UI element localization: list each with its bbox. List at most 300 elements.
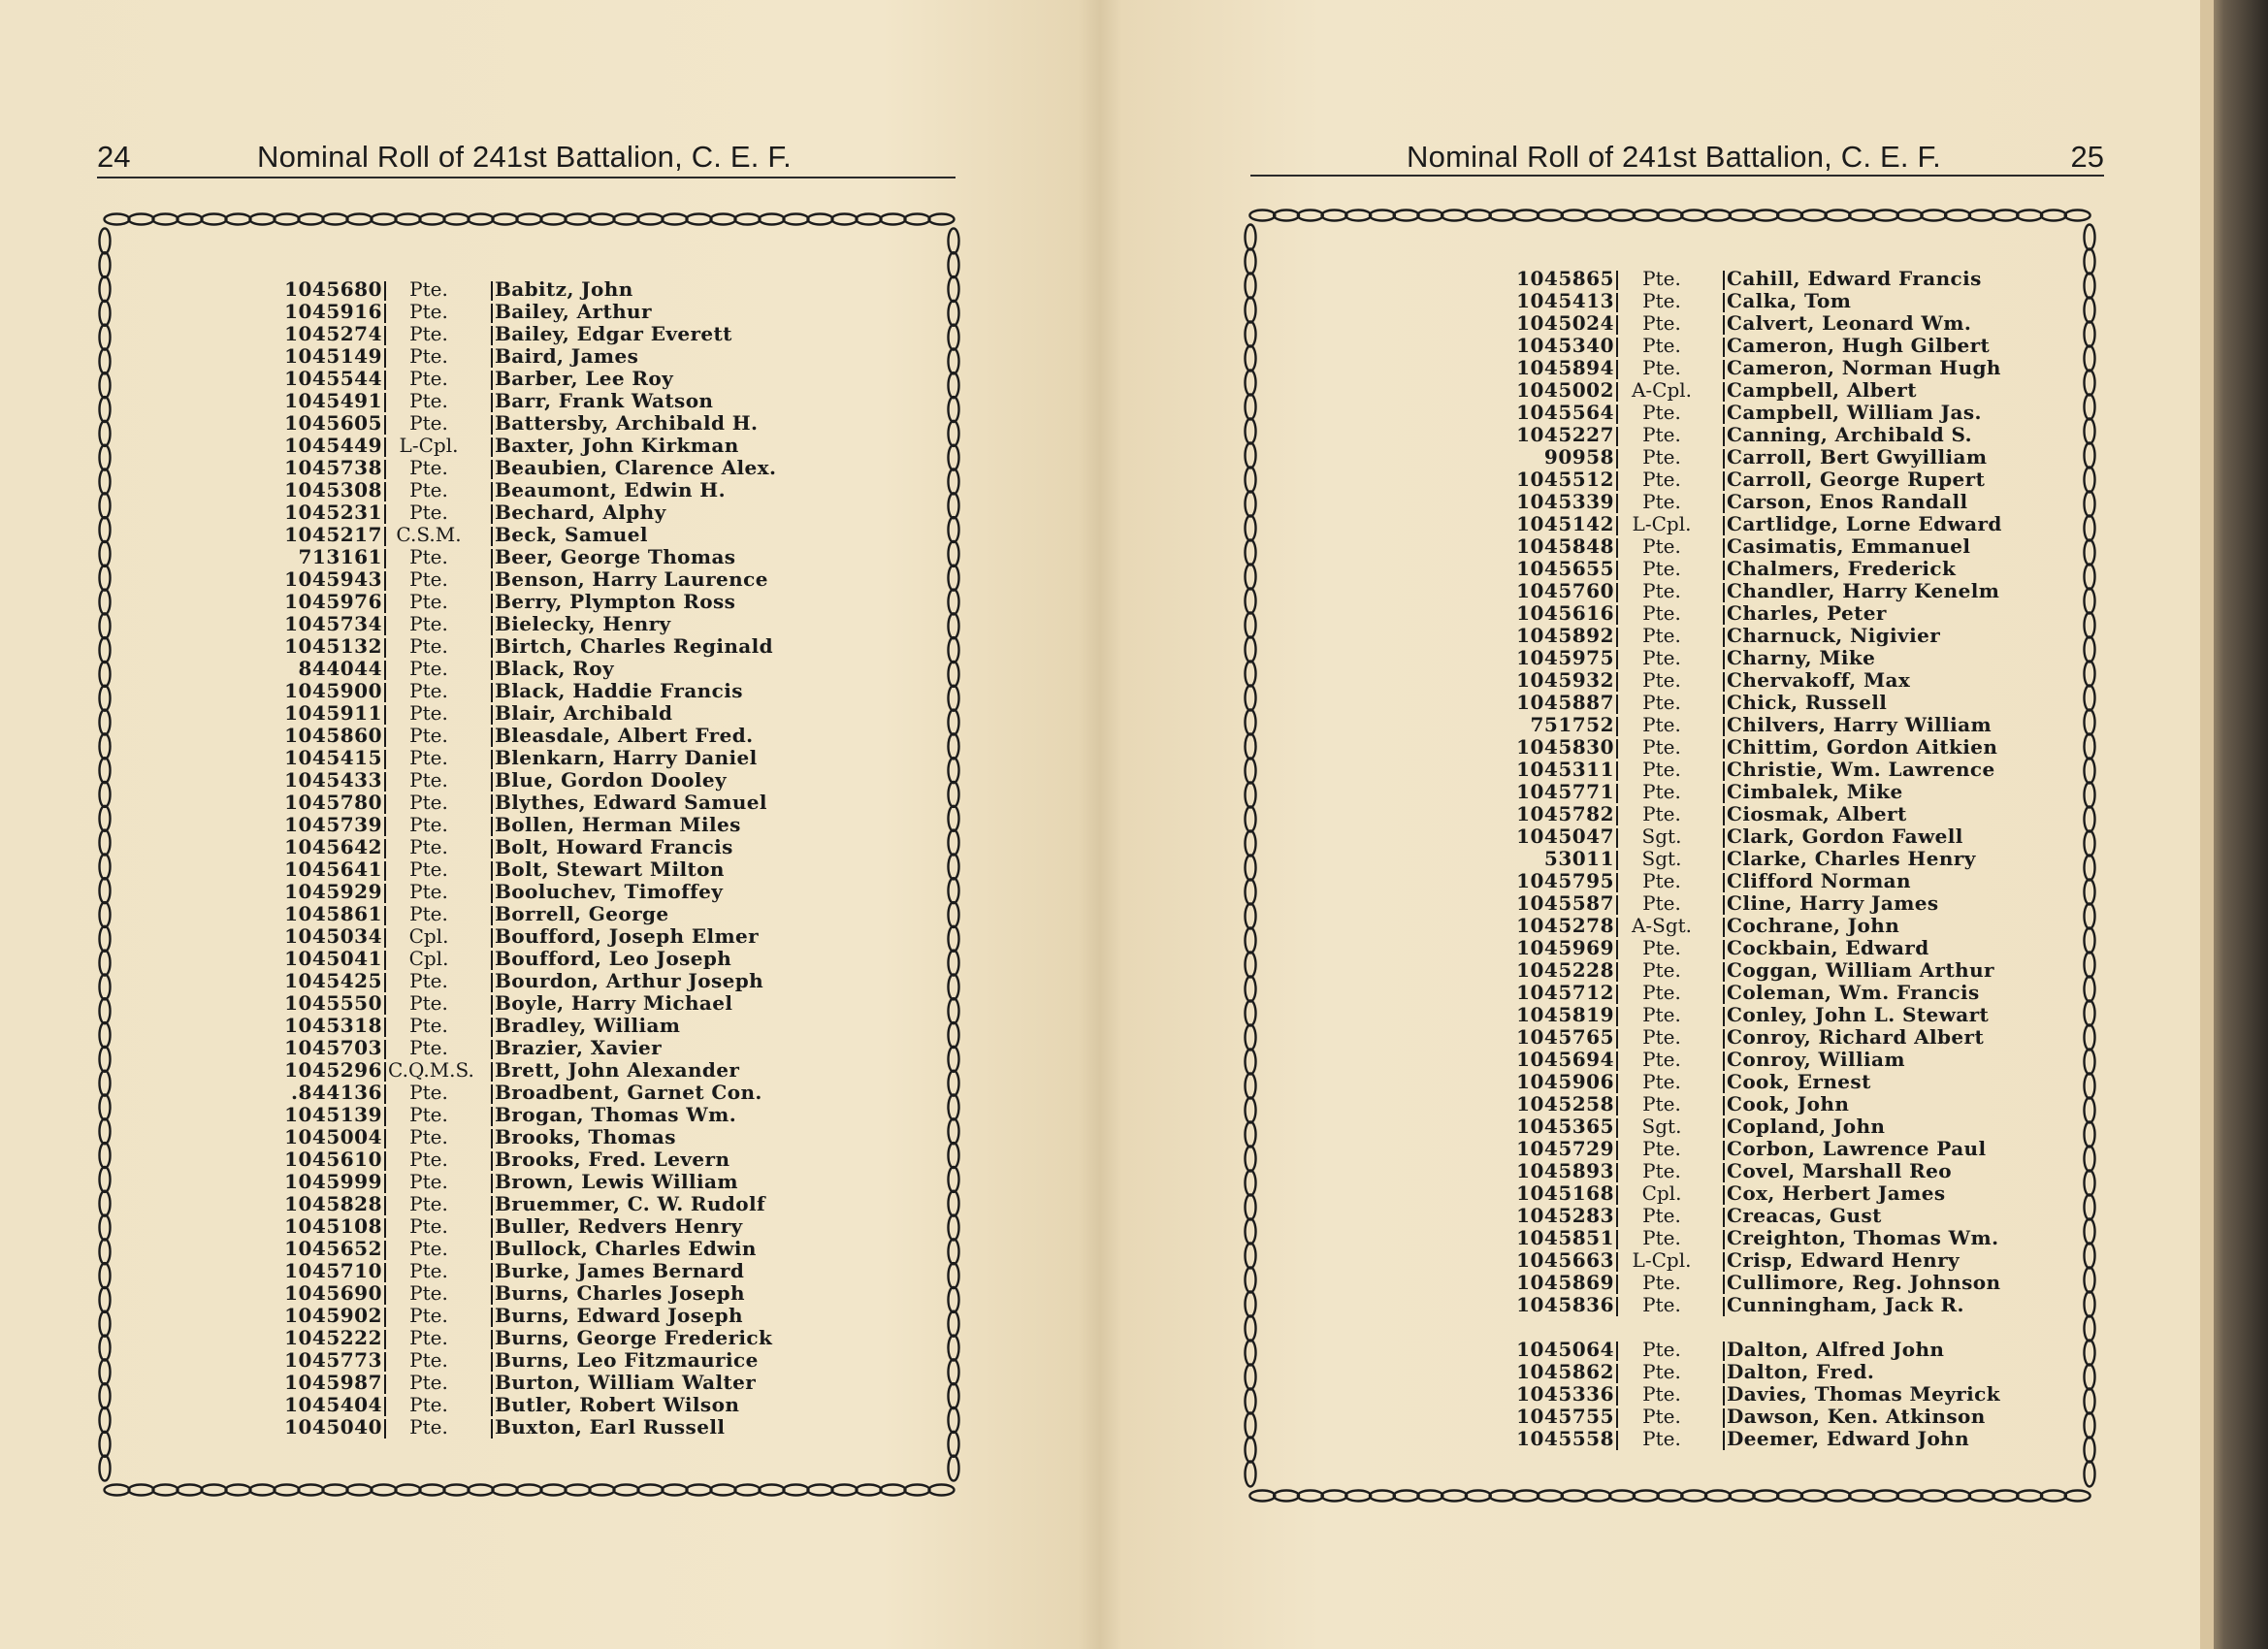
rank: Pte. — [409, 768, 448, 792]
soldier-name: Booluchev, Timoffey — [495, 880, 724, 903]
rank: Pte. — [1642, 891, 1681, 915]
regimental-number: 1045739 — [284, 813, 382, 836]
column-divider — [1723, 1431, 1725, 1450]
column-divider — [491, 281, 493, 301]
soldier-name: Burns, Charles Joseph — [495, 1281, 745, 1305]
column-divider — [1723, 1118, 1725, 1138]
column-divider — [491, 1397, 493, 1416]
rank: A-Cpl. — [1631, 378, 1693, 402]
soldier-name: Babitz, John — [495, 277, 633, 301]
column-divider — [1723, 471, 1725, 491]
column-divider — [1723, 449, 1725, 469]
column-divider — [491, 1107, 493, 1126]
soldier-name: Brazier, Xavier — [495, 1036, 663, 1059]
soldier-name: Blythes, Edward Samuel — [495, 791, 767, 814]
soldier-name: Chick, Russell — [1727, 691, 1888, 714]
regimental-number: 1045943 — [284, 567, 382, 591]
column-divider — [1616, 985, 1618, 1004]
regimental-number: .844136 — [291, 1081, 382, 1104]
rank: Pte. — [409, 701, 448, 725]
regimental-number: 1045703 — [284, 1036, 382, 1059]
rank: Pte. — [1642, 1405, 1681, 1428]
column-divider — [1723, 1342, 1725, 1361]
column-divider — [1723, 1208, 1725, 1227]
column-divider — [384, 549, 386, 568]
column-divider — [384, 906, 386, 925]
column-divider — [491, 951, 493, 970]
regimental-number: 1045869 — [1516, 1271, 1614, 1294]
column-divider — [1723, 538, 1725, 558]
regimental-number: 1045024 — [1516, 311, 1614, 335]
rank: Pte. — [409, 1125, 448, 1148]
rank: Pte. — [1642, 401, 1681, 424]
soldier-name: Cochrane, John — [1727, 914, 1900, 937]
rank: Pte. — [1642, 490, 1681, 513]
column-divider — [1723, 962, 1725, 982]
column-divider — [384, 728, 386, 747]
column-divider — [1723, 1386, 1725, 1406]
column-divider — [384, 1330, 386, 1349]
column-divider — [1723, 695, 1725, 714]
column-divider — [1616, 1208, 1618, 1227]
soldier-name: Bullock, Charles Edwin — [495, 1237, 757, 1260]
soldier-name: Brooks, Fred. Levern — [495, 1148, 730, 1171]
column-divider — [1723, 1163, 1725, 1182]
column-divider — [1616, 1275, 1618, 1294]
column-divider — [491, 750, 493, 769]
column-divider — [384, 1151, 386, 1171]
regimental-number: 1045425 — [284, 969, 382, 992]
column-divider — [491, 371, 493, 390]
right-page — [1100, 0, 2200, 1649]
soldier-name: Butler, Robert Wilson — [495, 1393, 740, 1416]
column-divider — [384, 415, 386, 435]
column-divider — [384, 1419, 386, 1439]
soldier-name: Bollen, Herman Miles — [495, 813, 741, 836]
column-divider — [491, 437, 493, 457]
regimental-number: 1045929 — [284, 880, 382, 903]
regimental-number: 1045283 — [1516, 1204, 1614, 1227]
soldier-name: Beaubien, Clarence Alex. — [495, 456, 777, 479]
column-divider — [1616, 1297, 1618, 1316]
column-divider — [491, 549, 493, 568]
rank: Pte. — [409, 835, 448, 858]
column-divider — [491, 705, 493, 725]
column-divider — [491, 393, 493, 412]
regimental-number: 1045142 — [1516, 512, 1614, 535]
regimental-number: 1045449 — [284, 434, 382, 457]
soldier-name: Blair, Archibald — [495, 701, 673, 725]
column-divider — [1616, 516, 1618, 535]
rank: Pte. — [409, 679, 448, 702]
column-divider — [491, 571, 493, 591]
column-divider — [1616, 873, 1618, 892]
soldier-name: Burns, Edward Joseph — [495, 1304, 743, 1327]
rank: Sgt. — [1641, 824, 1682, 848]
column-divider — [1616, 315, 1618, 335]
column-divider — [491, 1151, 493, 1171]
regimental-number: 1045339 — [1516, 490, 1614, 513]
regimental-number: 1045819 — [1516, 1003, 1614, 1026]
column-divider — [1723, 1007, 1725, 1026]
soldier-name: Copland, John — [1727, 1115, 1886, 1138]
soldier-name: Chittim, Gordon Aitkien — [1727, 735, 1998, 759]
column-divider — [491, 482, 493, 501]
rank: Pte. — [409, 1081, 448, 1104]
column-divider — [1723, 806, 1725, 825]
column-divider — [1616, 449, 1618, 469]
regimental-number: 1045558 — [1516, 1427, 1614, 1450]
regimental-number: 1045168 — [1516, 1181, 1614, 1205]
column-divider — [491, 1129, 493, 1148]
regimental-number: 1045911 — [284, 701, 382, 725]
rank: Pte. — [1642, 1137, 1681, 1160]
column-divider — [1723, 1029, 1725, 1049]
column-divider — [1723, 628, 1725, 647]
column-divider — [491, 794, 493, 814]
rank: Pte. — [409, 389, 448, 412]
rank: Pte. — [1642, 1338, 1681, 1361]
rank: Pte. — [1642, 713, 1681, 736]
regimental-number: 1045999 — [284, 1170, 382, 1193]
column-divider — [491, 928, 493, 948]
column-divider — [1723, 1051, 1725, 1071]
soldier-name: Deemer, Edward John — [1727, 1427, 1970, 1450]
column-divider — [1616, 360, 1618, 379]
column-divider — [491, 326, 493, 345]
regimental-number: 1045041 — [284, 947, 382, 970]
rank: Pte. — [409, 300, 448, 323]
regimental-number: 1045976 — [284, 590, 382, 613]
column-divider — [491, 772, 493, 792]
rank: Pte. — [1642, 445, 1681, 469]
soldier-name: Cameron, Norman Hugh — [1727, 356, 2001, 379]
column-divider — [384, 504, 386, 524]
soldier-name: Brown, Lewis William — [495, 1170, 738, 1193]
soldier-name: Baxter, John Kirkman — [495, 434, 739, 457]
regimental-number: 1045782 — [1516, 802, 1614, 825]
rank: Pte. — [409, 1170, 448, 1193]
soldier-name: Carroll, George Rupert — [1727, 468, 1986, 491]
column-divider — [1616, 382, 1618, 402]
soldier-name: Coleman, Wm. Francis — [1727, 981, 1980, 1004]
rank: Pte. — [409, 1259, 448, 1282]
rank: Pte. — [1642, 1159, 1681, 1182]
rank: Cpl. — [408, 947, 449, 970]
rank: Pte. — [409, 1281, 448, 1305]
rank: Pte. — [409, 813, 448, 836]
soldier-name: Dawson, Ken. Atkinson — [1727, 1405, 1986, 1428]
soldier-name: Bleasdale, Albert Fred. — [495, 724, 754, 747]
column-divider — [1616, 1051, 1618, 1071]
regimental-number: 1045040 — [284, 1415, 382, 1439]
rank: Pte. — [1642, 1271, 1681, 1294]
column-divider — [1723, 315, 1725, 335]
rank: Pte. — [1642, 1048, 1681, 1071]
regimental-number: 1045002 — [1516, 378, 1614, 402]
rank: Pte. — [409, 1036, 448, 1059]
header-rule — [1250, 175, 2104, 177]
regimental-number: 1045047 — [1516, 824, 1614, 848]
column-divider — [1723, 918, 1725, 937]
regimental-number: 1045404 — [284, 1393, 382, 1416]
column-divider — [1616, 761, 1618, 781]
column-divider — [491, 973, 493, 992]
column-divider — [1723, 1408, 1725, 1428]
column-divider — [1723, 1364, 1725, 1383]
column-divider — [1723, 382, 1725, 402]
column-divider — [491, 1308, 493, 1327]
soldier-name: Cox, Herbert James — [1727, 1181, 1946, 1205]
soldier-name: Cameron, Hugh Gilbert — [1727, 334, 1991, 357]
soldier-name: Cullimore, Reg. Johnson — [1727, 1271, 2001, 1294]
soldier-name: Conley, John L. Stewart — [1727, 1003, 1990, 1026]
rank: Pte. — [409, 411, 448, 435]
rank: Pte. — [409, 322, 448, 345]
soldier-name: Burton, William Walter — [495, 1371, 757, 1394]
regimental-number: 1045296 — [284, 1058, 382, 1082]
soldier-name: Brett, John Alexander — [495, 1058, 740, 1082]
column-divider — [384, 1196, 386, 1215]
column-divider — [384, 750, 386, 769]
column-divider — [491, 1018, 493, 1037]
soldier-name: Chalmers, Frederick — [1727, 557, 1957, 580]
rank: Pte. — [1642, 267, 1681, 290]
soldier-name: Broadbent, Garnet Con. — [495, 1081, 762, 1104]
rank: Sgt. — [1641, 1115, 1682, 1138]
regimental-number: 1045587 — [1516, 891, 1614, 915]
column-divider — [1616, 695, 1618, 714]
regimental-number: 1045771 — [1516, 780, 1614, 803]
column-divider — [384, 594, 386, 613]
column-divider — [1723, 271, 1725, 290]
column-divider — [1723, 739, 1725, 759]
column-divider — [384, 1352, 386, 1372]
running-title: Nominal Roll of 241st Battalion, C. E. F. — [1407, 140, 1941, 174]
column-divider — [1616, 1364, 1618, 1383]
soldier-name: Cimbalek, Mike — [1727, 780, 1903, 803]
column-divider — [491, 1062, 493, 1082]
rank: Pte. — [409, 969, 448, 992]
regimental-number: 1045860 — [284, 724, 382, 747]
soldier-name: Beck, Samuel — [495, 523, 648, 546]
column-divider — [1616, 1141, 1618, 1160]
column-divider — [491, 906, 493, 925]
column-divider — [384, 1107, 386, 1126]
column-divider — [384, 794, 386, 814]
rank: Pte. — [1642, 735, 1681, 759]
soldier-name: Dalton, Alfred John — [1727, 1338, 1945, 1361]
regimental-number: 1045887 — [1516, 691, 1614, 714]
column-divider — [384, 705, 386, 725]
column-divider — [1616, 1185, 1618, 1205]
regimental-number: 1045694 — [1516, 1048, 1614, 1071]
regimental-number: 1045278 — [1516, 914, 1614, 937]
soldier-name: Charny, Mike — [1727, 646, 1876, 669]
column-divider — [1616, 271, 1618, 290]
column-divider — [384, 571, 386, 591]
rank: Pte. — [1642, 334, 1681, 357]
rank: Pte. — [409, 724, 448, 747]
rank: Pte. — [1642, 468, 1681, 491]
regimental-number: 1045139 — [284, 1103, 382, 1126]
column-divider — [1723, 404, 1725, 424]
column-divider — [1616, 851, 1618, 870]
column-divider — [1723, 1074, 1725, 1093]
rank: Pte. — [409, 1237, 448, 1260]
column-divider — [1616, 1386, 1618, 1406]
regimental-number: 1045228 — [1516, 958, 1614, 982]
column-divider — [384, 661, 386, 680]
column-divider — [1723, 784, 1725, 803]
regimental-number: 1045851 — [1516, 1226, 1614, 1249]
column-divider — [384, 995, 386, 1015]
left-page-header — [97, 136, 956, 180]
rank: Pte. — [1642, 1360, 1681, 1383]
column-divider — [384, 638, 386, 658]
regimental-number: 1045655 — [1516, 557, 1614, 580]
column-divider — [1616, 1118, 1618, 1138]
regimental-number: 1045916 — [284, 300, 382, 323]
rank: Pte. — [1642, 981, 1681, 1004]
rank: A-Sgt. — [1631, 914, 1693, 937]
regimental-number: 1045729 — [1516, 1137, 1614, 1160]
rank: Pte. — [1642, 1070, 1681, 1093]
column-divider — [491, 527, 493, 546]
column-divider — [491, 817, 493, 836]
column-divider — [1723, 672, 1725, 692]
column-divider — [1616, 918, 1618, 937]
regimental-number: 1045149 — [284, 344, 382, 368]
column-divider — [1723, 985, 1725, 1004]
column-divider — [1723, 1096, 1725, 1116]
regimental-number: 1045893 — [1516, 1159, 1614, 1182]
column-divider — [384, 1263, 386, 1282]
regimental-number: 1045738 — [284, 456, 382, 479]
regimental-number: 1045258 — [1516, 1092, 1614, 1116]
column-divider — [1723, 717, 1725, 736]
book-edge — [2200, 0, 2268, 1649]
column-divider — [1616, 1252, 1618, 1272]
rank: L-Cpl. — [1632, 1248, 1692, 1272]
soldier-name: Benson, Harry Laurence — [495, 567, 768, 591]
header-rule — [97, 177, 956, 178]
soldier-name: Bolt, Stewart Milton — [495, 857, 725, 881]
column-divider — [384, 1218, 386, 1238]
column-divider — [1723, 605, 1725, 625]
soldier-name: Christie, Wm. Lawrence — [1727, 758, 1995, 781]
soldier-name: Bailey, Edgar Everett — [495, 322, 732, 345]
rank: Pte. — [1642, 1382, 1681, 1406]
column-divider — [1723, 1141, 1725, 1160]
column-divider — [384, 371, 386, 390]
rank: Pte. — [1642, 624, 1681, 647]
rank: C.S.M. — [396, 523, 462, 546]
rank: Pte. — [409, 880, 448, 903]
regimental-number: 1045906 — [1516, 1070, 1614, 1093]
regimental-number: 1045512 — [1516, 468, 1614, 491]
rank: Pte. — [409, 545, 448, 568]
rank: Pte. — [1642, 1025, 1681, 1049]
regimental-number: 1045773 — [284, 1348, 382, 1372]
column-divider — [491, 415, 493, 435]
soldier-name: Campbell, Albert — [1727, 378, 1917, 402]
rank: Pte. — [1642, 691, 1681, 714]
soldier-name: Clifford Norman — [1727, 869, 1911, 892]
rank: Pte. — [409, 1148, 448, 1171]
column-divider — [1616, 1342, 1618, 1361]
column-divider — [491, 616, 493, 635]
soldier-name: Berry, Plympton Ross — [495, 590, 736, 613]
regimental-number: 1045318 — [284, 1014, 382, 1037]
regimental-number: 1045795 — [1516, 869, 1614, 892]
rank: Pte. — [409, 902, 448, 925]
regimental-number: 1045222 — [284, 1326, 382, 1349]
column-divider — [491, 884, 493, 903]
column-divider — [1616, 494, 1618, 513]
rank: C.Q.M.S. — [388, 1058, 474, 1082]
column-divider — [1723, 873, 1725, 892]
soldier-name: Covel, Marshall Reo — [1727, 1159, 1952, 1182]
regimental-number: 1045564 — [1516, 401, 1614, 424]
regimental-number: 1045987 — [284, 1371, 382, 1394]
rank: L-Cpl. — [1632, 512, 1692, 535]
column-divider — [491, 1241, 493, 1260]
column-divider — [491, 1040, 493, 1059]
regimental-number: 1045616 — [1516, 601, 1614, 625]
rank: Pte. — [409, 1393, 448, 1416]
rank: Pte. — [409, 344, 448, 368]
column-divider — [491, 594, 493, 613]
column-divider — [384, 616, 386, 635]
rank: Pte. — [409, 612, 448, 635]
soldier-name: Charles, Peter — [1727, 601, 1887, 625]
column-divider — [491, 861, 493, 881]
rank: Cpl. — [408, 924, 449, 948]
column-divider — [1616, 427, 1618, 446]
column-divider — [1616, 1408, 1618, 1428]
column-divider — [1723, 293, 1725, 312]
column-divider — [384, 1018, 386, 1037]
regimental-number: 1045734 — [284, 612, 382, 635]
rank: Pte. — [409, 791, 448, 814]
rank: Sgt. — [1641, 847, 1682, 870]
rank: Pte. — [409, 1214, 448, 1238]
column-divider — [384, 817, 386, 836]
regimental-number: 1045663 — [1516, 1248, 1614, 1272]
soldier-name: Bechard, Alphy — [495, 501, 666, 524]
rank: Pte. — [1642, 1293, 1681, 1316]
soldier-name: Cunningham, Jack R. — [1727, 1293, 1964, 1316]
column-divider — [1723, 360, 1725, 379]
soldier-name: Buxton, Earl Russell — [495, 1415, 726, 1439]
column-divider — [491, 661, 493, 680]
rank: Pte. — [1642, 1226, 1681, 1249]
regimental-number: 90958 — [1543, 445, 1614, 469]
soldier-name: Boyle, Harry Michael — [495, 991, 733, 1015]
column-divider — [491, 460, 493, 479]
soldier-name: Charnuck, Nigivier — [1727, 624, 1941, 647]
rank: Pte. — [409, 501, 448, 524]
column-divider — [384, 304, 386, 323]
soldier-name: Battersby, Archibald H. — [495, 411, 759, 435]
regimental-number: 1045892 — [1516, 624, 1614, 647]
column-divider — [1616, 338, 1618, 357]
column-divider — [1723, 1275, 1725, 1294]
column-divider — [1616, 940, 1618, 959]
regimental-number: 1045365 — [1516, 1115, 1614, 1138]
rank: Pte. — [409, 1348, 448, 1372]
